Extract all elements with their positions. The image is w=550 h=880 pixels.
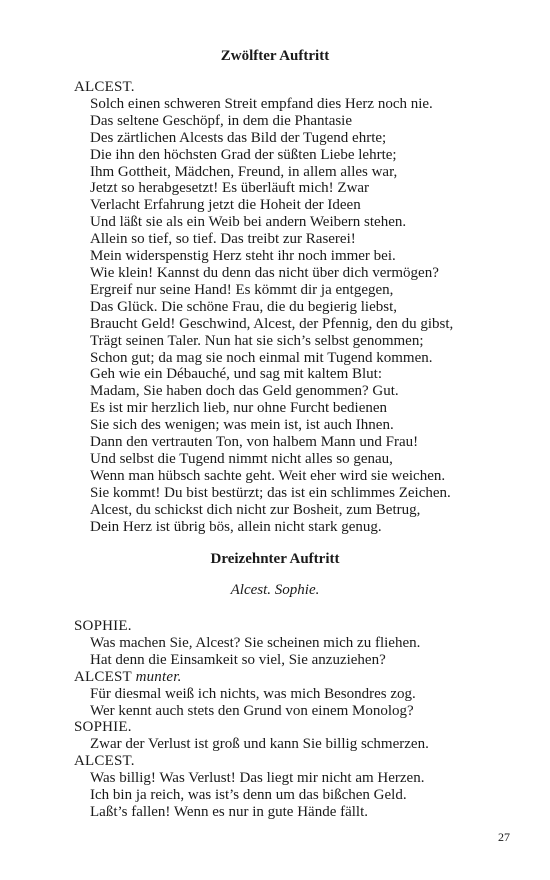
verse-line: Die ihn den höchsten Grad der süßten Liebe lehrte; [90,146,397,163]
verse-line: Das seltene Geschöpf, in dem die Phantasie [90,112,353,129]
verse-line: Madam, Sie haben doch das Geld genommen? Gut. [90,383,399,400]
verse-line: Des zärtlichen Alcests das Bild der Tugend ehrte; [90,129,387,146]
verse-line: Was machen Sie, Alcest? Sie scheinen mich zu fliehen. [90,634,421,651]
verse-line: Trägt seinen Taler. Nun hat sie sich’s selbst genommen; [90,332,424,349]
scene-13-characters: Alcest. Sophie. [230,582,320,598]
speaker-name: ALCEST [74,668,132,685]
verse-line: Es ist mir herzlich lieb, nur ohne Furcht bedienen [90,400,388,417]
verse-line: Und selbst die Tugend nimmt nicht alles so genau, [90,450,393,467]
verse-line: Was billig! Was Verlust! Das liegt mir nicht am Herzen. [90,770,425,787]
verse-line: Ich bin ja reich, was ist’s denn um das bißchen Geld. [90,787,407,804]
verse-line: Ihm Gottheit, Mädchen, Freund, in allem alles war, [90,163,398,180]
verse-line: Braucht Geld! Geschwind, Alcest, der Pfennig, den du gibst, [90,315,454,332]
verse-line: Alcest, du schickst dich nicht zur Bosheit, zum Betrug, [90,501,421,518]
page-number: 27 [498,830,510,844]
verse-line: Allein so tief, so tief. Das treibt zur Raserei! [90,231,356,248]
verse-line: Mein widerspenstig Herz steht ihr noch immer bei. [90,248,396,265]
verse-line: Wenn man hübsch sachte geht. Weit eher wird sie weichen. [90,467,446,484]
verse-line: Geh wie ein Débauché, und sag mit kaltem Blut: [90,366,383,383]
scene-12-verses [74,96,534,536]
scene-13-dialogue [74,618,534,821]
verse-line: Das Glück. Die schöne Frau, die du begierig liebst, [90,298,398,315]
verse-line: Wer kennt auch stets den Grund von einem Monolog? [90,702,414,719]
speaker-label: ALCEST. [74,753,135,770]
scene-13-heading: Dreizehnter Auftritt [210,551,340,567]
verse-line: Für diesmal weiß ich nichts, was mich Besondres zog. [90,685,416,702]
verse-line: Ergreif nur seine Hand! Es kömmt dir ja entgegen, [90,281,394,298]
verse-line: Sie sich des wenigen; was mein ist, ist auch Ihnen. [90,417,394,434]
verse-line: Zwar der Verlust ist groß und kann Sie billig schmerzen. [90,736,429,753]
verse-line: Dein Herz ist übrig bös, allein nicht stark genug. [90,518,382,535]
verse-line: Schon gut; da mag sie noch einmal mit Tugend kommen. [90,349,433,366]
verse-line: Laßt’s fallen! Wenn es nur in gute Hände fällt. [90,803,369,820]
verse-line: Wie klein! Kannst du denn das nicht über dich vermögen? [90,264,439,281]
speaker-label: SOPHIE. [74,719,132,736]
scene-12-heading: Zwölfter Auftritt [220,48,330,64]
speaker-label [74,669,534,686]
verse-line: Sie kommt! Du bist bestürzt; das ist ein schlimmes Zeichen. [90,484,451,501]
speaker-label: ALCEST. [74,79,135,95]
verse-line: Dann den vertrauten Ton, von halbem Mann und Frau! [90,434,419,451]
verse-line: Verlacht Erfahrung jetzt die Hoheit der Ideen [90,197,361,214]
speaker-label: SOPHIE. [74,618,132,634]
verse-line: Hat denn die Einsamkeit so viel, Sie anzuziehen? [90,651,386,668]
verse-line: Solch einen schweren Streit empfand dies Herz noch nie. [90,95,433,112]
scene-12-text [74,79,534,535]
verse-line: Und läßt sie als ein Weib bei andern Weibern stehen. [90,214,407,231]
verse-line: Jetzt so herabgesetzt! Es überläuft mich! Zwar [90,180,370,197]
stage-direction: munter. [135,668,182,685]
